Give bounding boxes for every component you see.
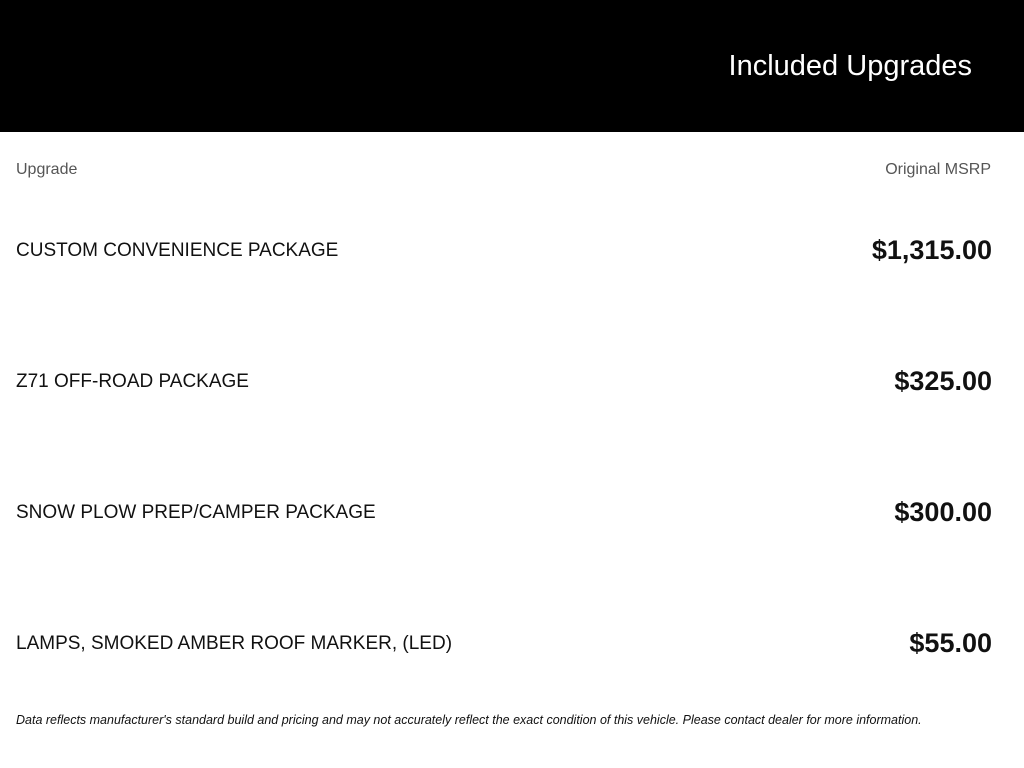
upgrade-row <box>0 230 1024 270</box>
disclaimer-text: Data reflects manufacturer's standard build and pricing and may not accurately reflect the exact condition of this vehicle. Please contact dealer for more information. <box>16 713 922 727</box>
upgrade-price: $55.00 <box>909 628 992 658</box>
upgrade-price: $300.00 <box>894 497 992 527</box>
upgrade-name: LAMPS, SMOKED AMBER ROOF MARKER, (LED) <box>16 633 453 654</box>
upgrade-row <box>0 623 1024 663</box>
page-title: Included Upgrades <box>728 50 972 82</box>
upgrade-name: CUSTOM CONVENIENCE PACKAGE <box>16 240 339 261</box>
upgrade-price: $325.00 <box>894 366 992 396</box>
header-bar <box>0 0 1024 132</box>
upgrade-row <box>0 361 1024 401</box>
upgrade-row <box>0 492 1024 532</box>
column-header-msrp: Original MSRP <box>885 161 991 178</box>
upgrade-name: SNOW PLOW PREP/CAMPER PACKAGE <box>16 502 376 523</box>
column-header-upgrade: Upgrade <box>16 161 78 178</box>
upgrade-price: $1,315.00 <box>871 235 992 265</box>
upgrade-name: Z71 OFF-ROAD PACKAGE <box>16 371 249 392</box>
